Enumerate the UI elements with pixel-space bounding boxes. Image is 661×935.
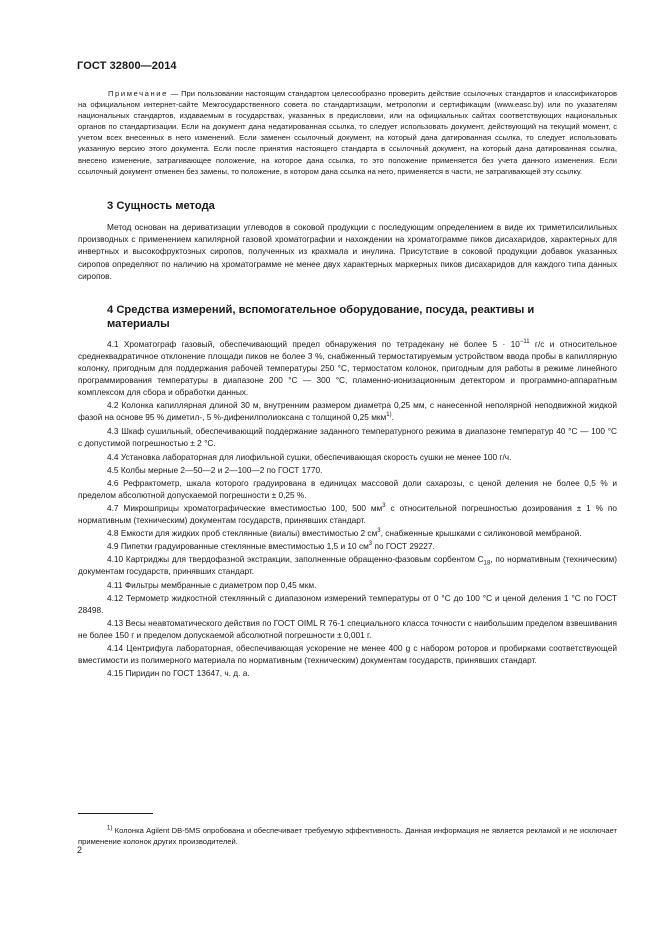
section-3-heading: 3 Сущность метода <box>107 199 215 212</box>
paragraph-4-8-part-b: , снабженные крышками с силиконовой мембраной. <box>380 528 582 539</box>
paragraph-4-7 <box>78 502 617 526</box>
footnote-mark: 1) <box>107 825 113 832</box>
superscript: 3 <box>377 528 381 535</box>
paragraph-4-4: 4.4 Установка лабораторная для лиофильной сушки, обеспечивающая скорость сушки не менее 100 г/ч. <box>107 451 512 462</box>
superscript: 3 <box>368 541 373 548</box>
page-content <box>78 88 617 680</box>
standard-header: ГОСТ 32800—2014 <box>77 60 177 72</box>
note-paragraph <box>78 88 617 177</box>
paragraph-4-13: 4.13 Весы неавтоматического действия по ГОСТ OIML R 76-1 специального класса точности с наибольшим пределом взвешивания не более 150 г и пределом допускаемой абсолютной погрешности ± 0,001 г. <box>78 617 617 640</box>
paragraph-4-10-part-a: 4.10 Картриджы для твердофазной экстракции, заполненные обращенно-фазовым сорбентом С <box>107 554 484 565</box>
paragraph-4-15: 4.15 Пиридин по ГОСТ 13647, ч. д. а. <box>107 668 250 679</box>
paragraph-4-1-part-a: 4.1 Хроматограф газовый, обеспечивающий предел обнаружения по тетрадекану не более 5 · 10 <box>107 338 520 349</box>
paragraph-4-3: 4.3 Шкаф сушильный, обеспечивающий поддержание заданного температурного режима в диапазоне температур 40 °С — 100 °С с допустимой погрешностью ± 2 °С. <box>78 426 617 449</box>
paragraph-4-8 <box>78 527 617 539</box>
paragraph-4-10-part-b: , по нормативным (техническим) документам государств, принявших стандарт. <box>78 554 617 577</box>
footnote-divider <box>78 813 153 814</box>
paragraph-4-11: 4.11 Фильтры мембранные с диаметром пор 0,45 мкм. <box>107 579 317 590</box>
paragraph-4-7-part-a: 4.7 Микрошприцы хроматографические вместимостью 100, 500 мм <box>107 502 383 513</box>
superscript: 3 <box>382 503 386 510</box>
paragraph-4-2 <box>78 399 617 423</box>
paragraph-4-10 <box>78 553 617 577</box>
paragraph-4-1-part-b: г/с и относительное среднеквадратичное отклонение площади пиков не более 3 %, снабженный термостатируемым устройством ввода пробы в капиллярную колонку, пригодным для поддержания рабочей температуры 250 °С, термостатом колонок, пригодным для работы в режиме линейного программирования температуры в диапазоне 200 °С — 300 °С, пламенно-ионизационным детектором и программно-аппаратным комплексом для сбора и обработки данных. <box>78 338 618 398</box>
footnote-text: Колонка Agilent DB-5MS опробована и обеспечивает требуемую эффективность. Данная информация не является рекламой и не исключает применение колонок других производителей. <box>78 825 617 846</box>
section-4-heading: 4 Средства измерений, вспомогательное оборудование, посуда, реактивы и материалы <box>107 303 535 331</box>
paragraph-4-5: 4.5 Колбы мерные 2—50—2 и 2—100—2 по ГОСТ 1770. <box>107 464 323 475</box>
paragraph-4-8-part-a: 4.8 Емкости для жидких проб стеклянные (виалы) вместимостью 2 см <box>107 528 378 539</box>
note-label: Примечание <box>108 89 168 98</box>
paragraph-4-14: 4.14 Центрифуга лабораторная, обеспечивающая ускорение не менее 400 g с набором роторов и пробирками соответствующей вместимости из полимерного материала по нормативным (техническим) документам государств, принявших стандарт. <box>78 642 617 666</box>
page-number: 2 <box>77 845 83 855</box>
paragraph-4-7-part-b: с относительной погрешностью дозирования ± 1 % по нормативным (техническим) документам государств, принявших стандарт. <box>78 502 617 526</box>
footnote <box>78 825 617 847</box>
paragraph-4-2-part-b: . <box>391 412 394 423</box>
paragraph-4-9-part-a: 4.9 Пипетки градуированные стеклянные вместимостью 1,5 и 10 см <box>107 541 369 552</box>
paragraph-4-1 <box>78 338 617 398</box>
exponent: −11 <box>519 338 530 345</box>
note-text: — При пользовании настоящим стандартом целесообразно проверить действие ссылочных стандартов и классификаторов на официальном интернет-сайте Межгосударственного совета по стандартизации, метрологии и сертификации (www.easc.by) или по указателям национальных стандартов, издаваемым в государствах, указанных в предисловии, или на официальных сайтах соответствующих национальных органов по стандартизации. Если на документ дана недатированная ссылка, то следует использовать документ, действующий на текущий момент, с учетом всех внесенных в него изменений. Если заменен ссылочный документ, на который дана датированная ссылка, то следует использовать указанную версию этого документа. Если после принятия настоящего стандарта в ссылочный документ, на который дана датированная ссылка, внесено изменение, затрагивающее положение, на которое дана ссылка, то это положение применяется без учета данного изменения. Если ссылочный документ отменен без замены, то положение, в котором дана ссылка на него, применяется в части, не затрагивающей эту ссылку. <box>78 89 617 176</box>
paragraph-4-9 <box>78 540 617 552</box>
subscript: 18 <box>483 560 491 567</box>
paragraph-4-9-part-b: по ГОСТ 29227. <box>372 541 435 552</box>
paragraph-4-6: 4.6 Рефрактометр, шкала которого градуирована в единицах массовой доли сахарозы, с ценой деления не более 0,5 % и пределом абсолютной допускаемой погрешности ± 0,25 %. <box>78 477 617 500</box>
section-3-paragraph: Метод основан на дериватизации углеводов в соковой продукции с последующим определением в виде их триметилсилильных производных с применением капилярной газовой хроматографии и нахождении на хроматограмме пиков дисахаридов, характерных для инвертных и высокофруктозных сиропов, полученных из крахмала и инулина. Присутствие в соковой продукции добавок указанных сиропов определяют по наличию на хроматограмме не менее двух характерных маркерных пиков дисахаридов для каждого типа данных сиропов. <box>78 222 617 281</box>
footnote-reference[interactable]: 1) <box>386 412 392 419</box>
paragraph-4-12: 4.12 Термометр жидкостной стеклянный с диапазоном измерений температуры от 0 °С до 100 °С и ценой деления 1 °С по ГОСТ 28498. <box>78 592 617 615</box>
paragraph-4-2-part-a: 4.2 Колонка капиллярная длиной 30 м, внутренним размером диаметра 0,25 мм, с нанесенной неполярной неподвижной жидкой фазой на основе 95 % диметил-, 5 %-дифенилполиоксана с толщиной 0,25 мкм <box>78 400 617 423</box>
